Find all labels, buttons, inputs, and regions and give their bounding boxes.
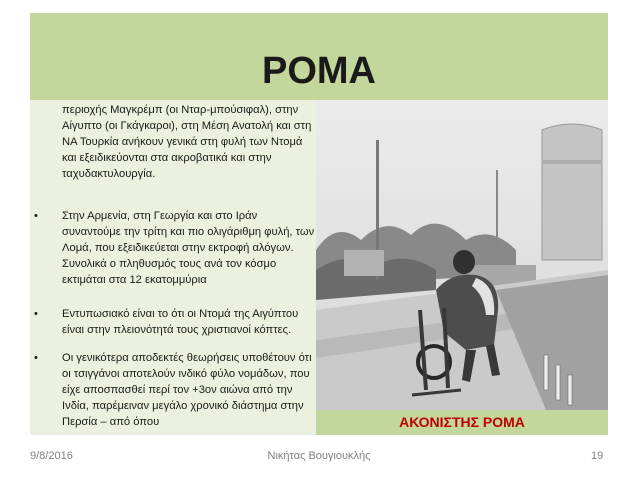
- photo-caption-band: [316, 410, 608, 435]
- text-panel: [30, 100, 316, 435]
- slide-number: 19: [591, 450, 604, 462]
- footer-author: Νικήτας Βουγιουκλής: [267, 450, 371, 462]
- knife-grinder-photo: [316, 100, 608, 410]
- footer-date: 9/8/2016: [30, 450, 73, 462]
- bullet-marker: •: [34, 308, 38, 320]
- title-band: [30, 13, 608, 100]
- bullet-text: Στην Αρμενία, στη Γεωργία και στο Ιράν συναντούμε την τρίτη και πιο ολιγάριθμη φυλή, των Λομά, που εξειδικεύεται στην εκτροφή αλόγων. Συνολικά ο πληθυσμός τους ανά τον κόσμο εκτιμάται στα 12 εκατομμύρια: [62, 210, 315, 286]
- bullet-marker: •: [34, 352, 38, 364]
- photo-caption: ΑΚΟΝΙΣΤΗΣ ΡΟΜΑ: [399, 414, 525, 430]
- bullet-text: Οι γενικότερα αποδεκτές θεωρήσεις υποθέτουν ότι οι τσιγγάνοι αποτελούν ινδικό φύλο νομάδων, που είχε αποσπασθεί περί τον +3ον αιώνα από την Ινδία, παρέμειναν μεγάλο χρονικό διάστημα στην Περσία – από όπου: [62, 352, 312, 428]
- bullet-text: περιοχής Μαγκρέμπ (οι Νταρ-μπούσιφαλ), στην Αίγυπτο (οι Γκάγκαροι), στη Μέση Ανατολή και στη ΝΑ Τουρκία ανήκουν γενικά στη φυλή των Ντομά και εξειδικεύονται στα ακροβατικά και στην ταχυδακτυλουργία.: [62, 104, 312, 180]
- bullet-marker: •: [34, 210, 38, 222]
- bullet-text: Εντυπωσιακό είναι το ότι οι Ντομά της Αιγύπτου είναι στην πλειονότητά τους χριστιανοί κόπτες.: [62, 308, 299, 336]
- slide-title: ΡΟΜΑ: [262, 50, 376, 92]
- photo-illustration: [316, 100, 608, 410]
